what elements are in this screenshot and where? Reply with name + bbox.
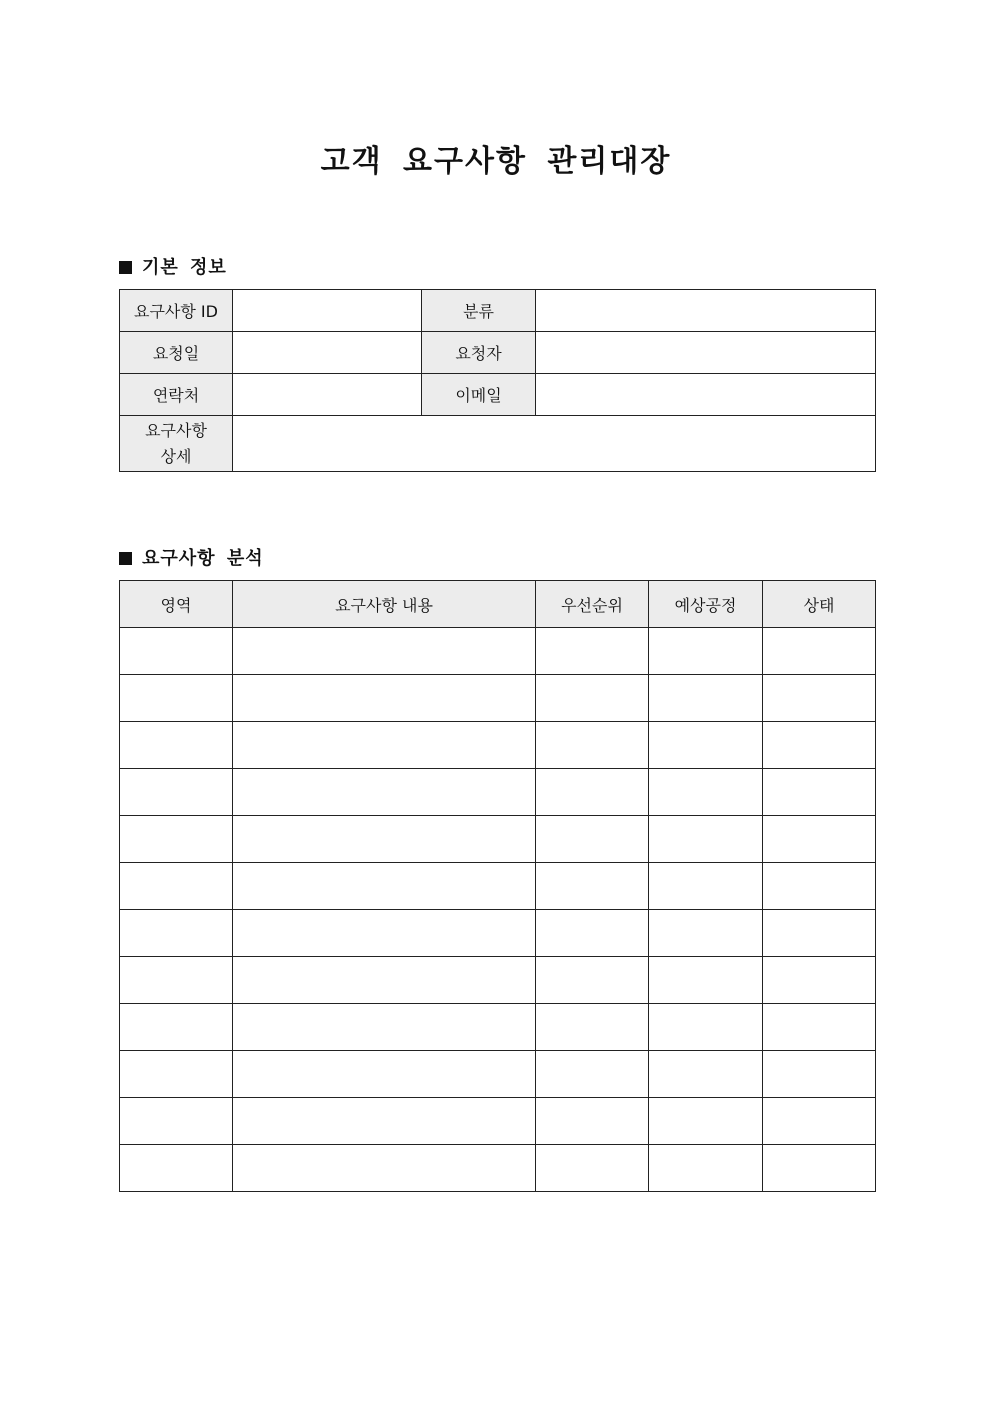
column-header-estimated-process: 예상공정 xyxy=(649,581,763,628)
content-cell[interactable] xyxy=(233,1145,536,1192)
content-cell[interactable] xyxy=(233,1098,536,1145)
email-field[interactable] xyxy=(536,374,876,416)
table-row xyxy=(120,675,876,722)
content-cell[interactable] xyxy=(233,957,536,1004)
status-cell[interactable] xyxy=(763,722,876,769)
content-cell[interactable] xyxy=(233,1004,536,1051)
table-row xyxy=(120,628,876,675)
contact-field[interactable] xyxy=(233,374,422,416)
request-date-field[interactable] xyxy=(233,332,422,374)
label-email: 이메일 xyxy=(422,374,536,416)
requirement-analysis-table xyxy=(119,580,876,1192)
estimated-process-cell[interactable] xyxy=(649,722,763,769)
section-heading-label: 기본 정보 xyxy=(142,257,227,278)
area-cell[interactable] xyxy=(120,1145,233,1192)
area-cell[interactable] xyxy=(120,1051,233,1098)
column-header-status: 상태 xyxy=(763,581,876,628)
requester-field[interactable] xyxy=(536,332,876,374)
priority-cell[interactable] xyxy=(536,769,649,816)
category-field[interactable] xyxy=(536,290,876,332)
status-cell[interactable] xyxy=(763,1004,876,1051)
column-header-priority: 우선순위 xyxy=(536,581,649,628)
status-cell[interactable] xyxy=(763,675,876,722)
estimated-process-cell[interactable] xyxy=(649,1098,763,1145)
table-row xyxy=(120,863,876,910)
estimated-process-cell[interactable] xyxy=(649,769,763,816)
priority-cell[interactable] xyxy=(536,1145,649,1192)
table-row xyxy=(120,816,876,863)
table-row xyxy=(120,332,876,374)
table-row xyxy=(120,1004,876,1051)
status-cell[interactable] xyxy=(763,1051,876,1098)
estimated-process-cell[interactable] xyxy=(649,628,763,675)
area-cell[interactable] xyxy=(120,722,233,769)
content-cell[interactable] xyxy=(233,910,536,957)
priority-cell[interactable] xyxy=(536,910,649,957)
priority-cell[interactable] xyxy=(536,1098,649,1145)
priority-cell[interactable] xyxy=(536,1051,649,1098)
status-cell[interactable] xyxy=(763,769,876,816)
table-row xyxy=(120,722,876,769)
label-contact: 연락처 xyxy=(120,374,233,416)
table-row xyxy=(120,1051,876,1098)
content-cell[interactable] xyxy=(233,1051,536,1098)
column-header-area: 영역 xyxy=(120,581,233,628)
label-line: 요구사항 xyxy=(145,420,207,440)
content-cell[interactable] xyxy=(233,722,536,769)
label-requirement-id: 요구사항 ID xyxy=(120,290,233,332)
content-cell[interactable] xyxy=(233,863,536,910)
estimated-process-cell[interactable] xyxy=(649,1051,763,1098)
status-cell[interactable] xyxy=(763,628,876,675)
estimated-process-cell[interactable] xyxy=(649,1145,763,1192)
requirement-id-field[interactable] xyxy=(233,290,422,332)
basic-info-table xyxy=(119,289,876,472)
label-requester: 요청자 xyxy=(422,332,536,374)
priority-cell[interactable] xyxy=(536,628,649,675)
table-row xyxy=(120,1145,876,1192)
section-heading-label: 요구사항 분석 xyxy=(142,548,264,569)
table-row xyxy=(120,957,876,1004)
estimated-process-cell[interactable] xyxy=(649,863,763,910)
status-cell[interactable] xyxy=(763,1145,876,1192)
content-cell[interactable] xyxy=(233,816,536,863)
status-cell[interactable] xyxy=(763,816,876,863)
priority-cell[interactable] xyxy=(536,1004,649,1051)
area-cell[interactable] xyxy=(120,1004,233,1051)
area-cell[interactable] xyxy=(120,769,233,816)
priority-cell[interactable] xyxy=(536,816,649,863)
estimated-process-cell[interactable] xyxy=(649,1004,763,1051)
square-bullet-icon xyxy=(119,261,132,274)
status-cell[interactable] xyxy=(763,910,876,957)
requirement-detail-field[interactable] xyxy=(233,416,876,472)
area-cell[interactable] xyxy=(120,628,233,675)
status-cell[interactable] xyxy=(763,1098,876,1145)
area-cell[interactable] xyxy=(120,816,233,863)
priority-cell[interactable] xyxy=(536,675,649,722)
table-row xyxy=(120,374,876,416)
estimated-process-cell[interactable] xyxy=(649,957,763,1004)
priority-cell[interactable] xyxy=(536,863,649,910)
table-row xyxy=(120,769,876,816)
area-cell[interactable] xyxy=(120,1098,233,1145)
area-cell[interactable] xyxy=(120,910,233,957)
status-cell[interactable] xyxy=(763,957,876,1004)
content-cell[interactable] xyxy=(233,675,536,722)
estimated-process-cell[interactable] xyxy=(649,675,763,722)
priority-cell[interactable] xyxy=(536,722,649,769)
table-row xyxy=(120,910,876,957)
column-header-content: 요구사항 내용 xyxy=(233,581,536,628)
square-bullet-icon xyxy=(119,552,132,565)
section-heading-analysis xyxy=(119,544,264,570)
table-row xyxy=(120,290,876,332)
table-row xyxy=(120,416,876,472)
label-requirement-detail xyxy=(120,416,233,472)
area-cell[interactable] xyxy=(120,863,233,910)
section-heading-basic-info xyxy=(119,253,227,279)
label-category: 분류 xyxy=(422,290,536,332)
label-request-date: 요청일 xyxy=(120,332,233,374)
status-cell[interactable] xyxy=(763,863,876,910)
table-row xyxy=(120,1098,876,1145)
content-cell[interactable] xyxy=(233,628,536,675)
estimated-process-cell[interactable] xyxy=(649,910,763,957)
estimated-process-cell[interactable] xyxy=(649,816,763,863)
content-cell[interactable] xyxy=(233,769,536,816)
document-title: 고객 요구사항 관리대장 xyxy=(320,144,672,179)
table-header-row xyxy=(120,581,876,628)
area-cell[interactable] xyxy=(120,957,233,1004)
area-cell[interactable] xyxy=(120,675,233,722)
priority-cell[interactable] xyxy=(536,957,649,1004)
label-line: 상세 xyxy=(160,446,192,466)
